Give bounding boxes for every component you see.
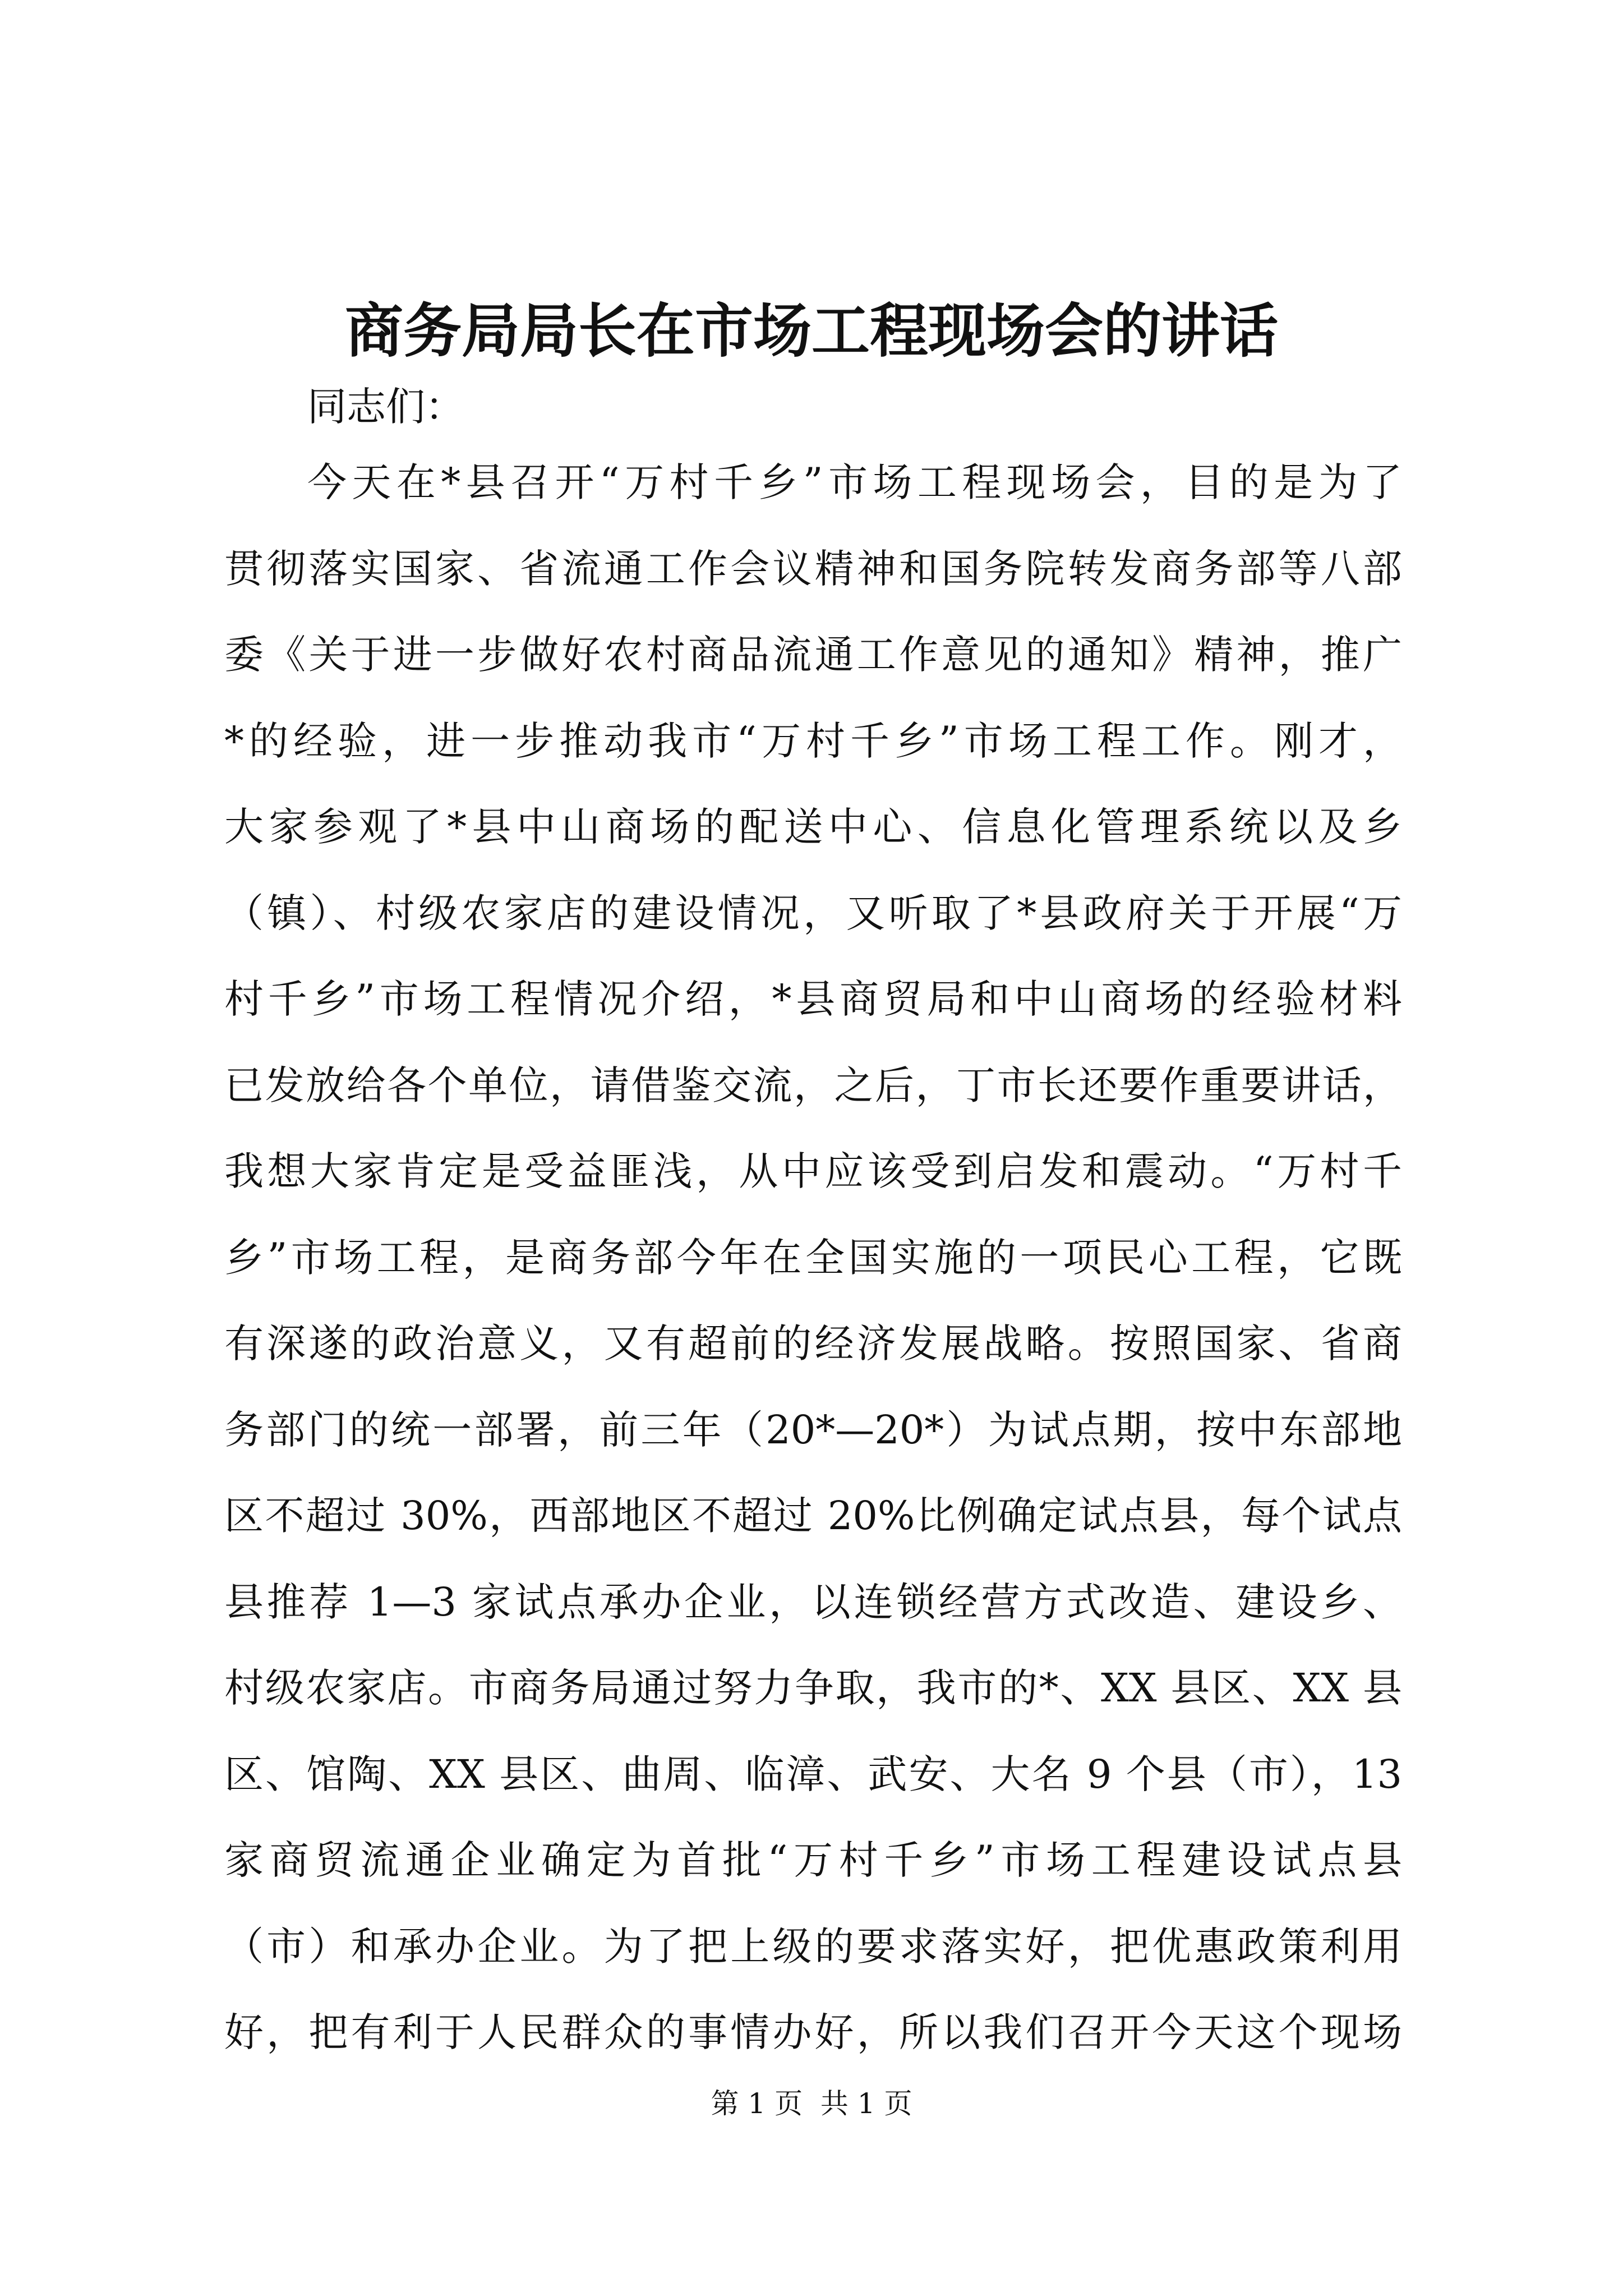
- paragraph-line: （镇）、村级农家店的建设情况，又听取了*县政府关于开展“万: [224, 890, 1402, 936]
- paragraph-line: *的经验，进一步推动我市“万村千乡”市场工程工作。刚才，: [224, 717, 1402, 764]
- paragraph-line: 县推荐 1—3 家试点承办企业，以连锁经营方式改造、建设乡、: [224, 1579, 1402, 1625]
- paragraph-line: 大家参观了*县中山商场的配送中心、信息化管理系统以及乡: [224, 804, 1402, 850]
- paragraph-line: 区、馆陶、XX 县区、曲周、临漳、武安、大名 9 个县（市），13: [224, 1751, 1402, 1797]
- paragraph-line: 务部门的统一部署，前三年（20*—20*）为试点期，按中东部地: [224, 1406, 1402, 1453]
- paragraph-line: 乡”市场工程，是商务部今年在全国实施的一项民心工程，它既: [224, 1234, 1402, 1281]
- paragraph-line: 今天在*县召开“万村千乡”市场工程现场会，目的是为了: [307, 459, 1402, 505]
- paragraph-line: 我想大家肯定是受益匪浅，从中应该受到启发和震动。“万村千: [224, 1148, 1402, 1194]
- salutation: 同志们：: [307, 384, 464, 430]
- paragraph-line: 村级农家店。市商务局通过努力争取，我市的*、XX 县区、XX 县: [224, 1665, 1402, 1711]
- document-title: 商务局局长在市场工程现场会的讲话: [344, 296, 1278, 365]
- paragraph-line: 有深遂的政治意义，又有超前的经济发展战略。按照国家、省商: [224, 1320, 1402, 1366]
- paragraph-line: 区不超过 30%，西部地区不超过 20%比例确定试点县，每个试点: [224, 1493, 1402, 1539]
- paragraph-line: 已发放给各个单位，请借鉴交流，之后，丁市长还要作重要讲话，: [224, 1062, 1402, 1108]
- paragraph-line: 委《关于进一步做好农村商品流通工作意见的通知》精神，推广: [224, 632, 1402, 678]
- paragraph-line: 家商贸流通企业确定为首批“万村千乡”市场工程建设试点县: [224, 1837, 1402, 1883]
- body-paragraph: [224, 440, 1402, 2076]
- paragraph-line: 好，把有利于人民群众的事情办好，所以我们召开今天这个现场: [224, 2009, 1402, 2055]
- page-number-footer: 第 1 页 共 1 页: [711, 2087, 912, 2120]
- paragraph-line: 村千乡”市场工程情况介绍，*县商贸局和中山商场的经验材料: [224, 976, 1402, 1022]
- paragraph-line: 贯彻落实国家、省流通工作会议精神和国务院转发商务部等八部: [224, 545, 1402, 592]
- paragraph-line: （市）和承办企业。为了把上级的要求落实好，把优惠政策利用: [224, 1923, 1402, 1970]
